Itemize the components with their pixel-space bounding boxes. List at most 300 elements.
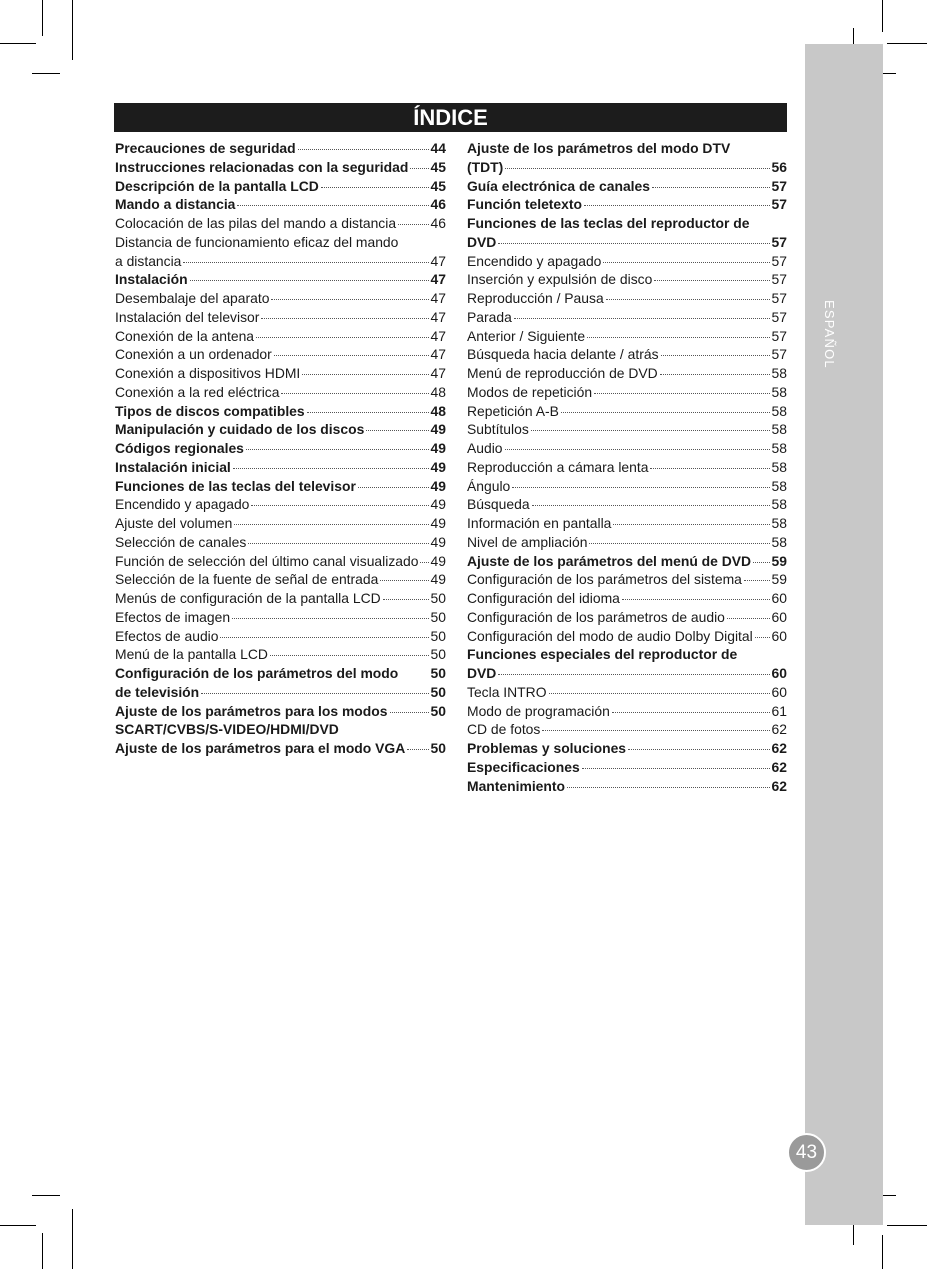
toc-entry-title: Subtítulos [467, 421, 529, 438]
toc-entry-line [115, 345, 446, 364]
dot-leader [274, 355, 429, 356]
toc-page-number: 50 [430, 665, 446, 681]
toc-entry-line [467, 627, 787, 646]
toc-entry-title: CD de fotos [467, 721, 541, 738]
dot-leader [661, 355, 770, 356]
toc-entry-title: Selección de la fuente de señal de entrada [115, 571, 379, 588]
toc-entry[interactable] [467, 645, 787, 683]
toc-entry[interactable] [467, 270, 787, 289]
toc-entry-line [467, 758, 787, 777]
toc-entry[interactable] [467, 345, 787, 364]
crop-mark [72, 1209, 73, 1269]
toc-entry[interactable] [467, 514, 787, 533]
toc-entry[interactable] [467, 683, 787, 702]
toc-entry-line [467, 720, 787, 739]
dot-leader [321, 187, 429, 188]
toc-page-number: 50 [430, 608, 446, 625]
toc-entry[interactable] [467, 420, 787, 439]
toc-page-number: 59 [771, 552, 787, 569]
toc-entry[interactable] [467, 533, 787, 552]
crop-mark [0, 1225, 36, 1226]
toc-page-number: 49 [430, 440, 446, 456]
dot-leader [567, 787, 770, 788]
toc-entry-line [115, 477, 446, 496]
dot-leader [603, 262, 769, 263]
toc-entry-title: Mantenimiento [467, 777, 566, 794]
toc-entry-title: Mando a distancia [115, 196, 236, 213]
dot-leader [587, 337, 769, 338]
toc-entry[interactable] [115, 270, 446, 289]
toc-entry-line [115, 720, 446, 739]
toc-page-number: 60 [771, 627, 787, 644]
dot-leader [420, 562, 428, 563]
toc-entry-line [467, 514, 787, 533]
crop-mark [32, 1195, 60, 1196]
toc-entry[interactable] [115, 458, 446, 477]
toc-entry-line [467, 233, 787, 252]
toc-entry[interactable] [115, 158, 446, 177]
toc-page-number: 58 [771, 533, 787, 550]
toc-entry[interactable] [115, 195, 446, 214]
toc-entry-title: Funciones especiales del reproductor de [467, 646, 738, 663]
toc-page-number: 49 [430, 533, 446, 550]
dot-leader [358, 487, 429, 488]
toc-page-number: 48 [430, 402, 446, 419]
toc-page-number: 57 [771, 252, 787, 269]
toc-entry-title: de televisión [115, 683, 200, 700]
toc-entry-line [115, 439, 446, 458]
toc-entry-line [115, 158, 446, 177]
toc-entry-line [467, 495, 787, 514]
dot-leader [302, 374, 428, 375]
toc-entry-title: Parada [467, 308, 512, 325]
toc-entry-title: Ajuste de los parámetros para el modo VGA [115, 740, 406, 756]
dot-leader [612, 712, 770, 713]
dot-leader [220, 637, 428, 638]
toc-entry[interactable] [115, 439, 446, 458]
toc-page-number: 59 [771, 571, 787, 588]
toc-entry-line [115, 252, 446, 271]
toc-page-number: 47 [430, 365, 446, 381]
crop-mark [42, 1233, 43, 1269]
toc-page-number: 60 [771, 608, 787, 625]
toc-entry[interactable] [115, 589, 446, 608]
toc-entry[interactable] [467, 308, 787, 327]
toc-entry[interactable] [115, 289, 446, 308]
toc-page-number: 46 [430, 215, 446, 231]
toc-page-number: 47 [430, 290, 446, 306]
toc-entry[interactable] [115, 420, 446, 439]
dot-leader [190, 280, 429, 281]
dot-leader [650, 468, 769, 469]
dot-leader [660, 374, 770, 375]
crop-mark [887, 1225, 927, 1226]
toc-entry-title: Función teletexto [467, 196, 582, 213]
toc-entry[interactable] [467, 758, 787, 777]
toc-entry-line [115, 308, 446, 327]
toc-page-number: 57 [771, 308, 787, 325]
dot-leader [505, 168, 769, 169]
toc-entry[interactable] [467, 702, 787, 721]
toc-entry-line [115, 552, 446, 571]
toc-entry-title: Instalación del televisor [115, 308, 260, 325]
index-title: ÍNDICE [114, 103, 787, 132]
toc-page-number: 58 [771, 477, 787, 494]
toc-entry-title: Configuración del modo de audio Dolby Digital [467, 627, 753, 644]
toc-entry[interactable] [467, 327, 787, 346]
toc-entry-line [115, 270, 446, 289]
toc-entry-line [467, 533, 787, 552]
toc-entry-line [467, 683, 787, 702]
toc-entry-title: Inserción y expulsión de disco [467, 271, 653, 288]
toc-entry[interactable] [467, 289, 787, 308]
toc-entry[interactable] [467, 364, 787, 383]
toc-entry[interactable] [467, 383, 787, 402]
dot-leader [261, 318, 428, 319]
toc-page-number: 45 [430, 177, 446, 194]
dot-leader [582, 768, 770, 769]
toc-entry[interactable] [115, 345, 446, 364]
dot-leader [542, 730, 769, 731]
toc-entry-title: Instrucciones relacionadas con la seguridad [115, 158, 409, 175]
crop-mark [32, 73, 60, 74]
crop-mark [42, 0, 43, 36]
toc-page-number: 50 [430, 627, 446, 644]
dot-leader [256, 337, 429, 338]
toc-page-number: 49 [430, 552, 446, 569]
toc-entry-title: Anterior / Siguiente [467, 327, 586, 344]
toc-entry[interactable] [115, 308, 446, 327]
dot-leader [628, 749, 770, 750]
toc-entry[interactable] [115, 720, 446, 739]
toc-entry[interactable] [115, 570, 446, 589]
toc-entry-title: Reproducción / Pausa [467, 290, 604, 306]
toc-entry-line [467, 402, 787, 421]
toc-page-number: 58 [771, 440, 787, 456]
toc-entry[interactable] [115, 533, 446, 552]
toc-page-number: 62 [771, 721, 787, 738]
dot-leader [505, 449, 770, 450]
toc-entry[interactable] [115, 664, 446, 702]
toc-entry-line [115, 327, 446, 346]
toc-page-number: 50 [430, 646, 446, 663]
toc-entry-line [115, 589, 446, 608]
toc-entry[interactable] [115, 402, 446, 421]
toc-entry[interactable] [467, 495, 787, 514]
toc-entry-line [467, 664, 787, 683]
toc-entry-title: a distancia [115, 252, 182, 269]
toc-page-number: 60 [771, 590, 787, 606]
toc-entry[interactable] [115, 233, 446, 271]
dot-leader [531, 430, 770, 431]
toc-entry[interactable] [115, 514, 446, 533]
toc-entry-line [467, 702, 787, 721]
toc-entry-title: Ajuste del volumen [115, 515, 233, 531]
toc-entry-line [467, 270, 787, 289]
dot-leader [380, 580, 428, 581]
toc-entry-title: Conexión a dispositivos HDMI [115, 365, 301, 381]
page-number-badge: 43 [787, 1133, 826, 1172]
toc-entry[interactable] [115, 627, 446, 646]
toc-page-number: 61 [771, 702, 787, 719]
toc-entry-title: Reproducción a cámara lenta [467, 458, 649, 475]
toc-page-number: 49 [430, 496, 446, 513]
toc-entry-line [467, 570, 787, 589]
toc-entry-title: DVD [467, 665, 497, 681]
toc-page-number: 58 [771, 496, 787, 513]
toc-entry[interactable] [467, 252, 787, 271]
toc-entry-title: Búsqueda hacia delante / atrás [467, 346, 659, 363]
toc-entry[interactable] [467, 552, 787, 571]
dot-leader [270, 655, 429, 656]
toc-entry-line [467, 364, 787, 383]
toc-entry[interactable] [115, 364, 446, 383]
toc-entry[interactable] [467, 720, 787, 739]
toc-entry-title: Conexión de la antena [115, 327, 255, 344]
toc-page-number: 49 [430, 571, 446, 588]
toc-entry-title: Códigos regionales [115, 440, 244, 456]
toc-entry-line [115, 533, 446, 552]
dot-leader [589, 543, 769, 544]
toc-entry-title: SCART/CVBS/S-VIDEO/HDMI/DVD [115, 721, 339, 738]
toc-page-number: 49 [430, 421, 446, 438]
dot-leader [233, 468, 429, 469]
toc-entry-title: Configuración de los parámetros del modo [115, 665, 399, 681]
toc-entry-title: Ajuste de los parámetros para los modos [115, 702, 388, 719]
toc-entry[interactable] [115, 645, 446, 664]
toc-page-number: 47 [430, 308, 446, 325]
toc-entry-title: Colocación de las pilas del mando a distancia [115, 215, 397, 231]
dot-leader [407, 749, 428, 750]
toc-entry-line [115, 702, 446, 721]
toc-entry-line [115, 195, 446, 214]
toc-page-number: 49 [430, 515, 446, 531]
dot-leader [366, 430, 428, 431]
toc-entry[interactable] [467, 458, 787, 477]
toc-entry[interactable] [115, 139, 446, 158]
toc-entry-title: Especificaciones [467, 758, 580, 775]
toc-entry-title: Conexión a la red eléctrica [115, 383, 280, 400]
toc-entry-title: Selección de canales [115, 533, 247, 550]
toc-entry-line [115, 383, 446, 402]
toc-entry[interactable] [467, 139, 787, 177]
toc-entry[interactable] [467, 627, 787, 646]
toc-entry-title: Modos de repetición [467, 383, 593, 400]
toc-entry[interactable] [467, 214, 787, 252]
toc-entry-line [115, 214, 446, 233]
toc-entry-title: Conexión a un ordenador [115, 346, 272, 363]
toc-entry-title: Menú de la pantalla LCD [115, 646, 268, 663]
dot-leader [622, 599, 770, 600]
dot-leader [410, 168, 428, 169]
toc-entry[interactable] [467, 439, 787, 458]
toc-entry[interactable] [115, 214, 446, 233]
toc-entry[interactable] [115, 383, 446, 402]
toc-page-number: 56 [771, 158, 787, 175]
toc-entry-line [115, 364, 446, 383]
dot-leader [549, 693, 770, 694]
toc-entry[interactable] [467, 739, 787, 758]
toc-entry-title: Efectos de audio [115, 627, 219, 644]
toc-entry[interactable] [115, 552, 446, 571]
language-side-tab [805, 44, 883, 1225]
toc-page-number: 58 [771, 458, 787, 475]
toc-page-number: 50 [430, 590, 446, 606]
toc-entry-title: Configuración de los parámetros de audio [467, 608, 725, 625]
toc-page-number: 57 [771, 327, 787, 344]
toc-page-number: 47 [430, 327, 446, 344]
toc-entry-line [467, 739, 787, 758]
toc-entry-title: Encendido y apagado [467, 252, 602, 269]
toc-entry-title: Menú de reproducción de DVD [467, 365, 658, 381]
toc-entry[interactable] [115, 702, 446, 721]
crop-mark [882, 1235, 883, 1269]
toc-entry-title: Información en pantalla [467, 515, 612, 531]
dot-leader [237, 205, 428, 206]
toc-page-number: 57 [771, 196, 787, 213]
dot-leader [606, 299, 770, 300]
dot-leader [201, 693, 428, 694]
toc-entry-line [115, 683, 446, 702]
toc-entry-title: Efectos de imagen [115, 608, 231, 625]
toc-entry-line [467, 327, 787, 346]
toc-entry-line [467, 383, 787, 402]
toc-entry-line [467, 552, 787, 571]
toc-entry-line [467, 608, 787, 627]
dot-leader [613, 524, 769, 525]
toc-page-number: 48 [430, 383, 446, 400]
toc-entry[interactable] [467, 177, 787, 196]
toc-page-number: 57 [771, 346, 787, 363]
toc-entry[interactable] [115, 739, 446, 758]
toc-entry[interactable] [467, 570, 787, 589]
toc-page-number: 57 [771, 233, 787, 250]
toc-entry[interactable] [467, 608, 787, 627]
toc-page-number: 62 [771, 758, 787, 775]
toc-entry-title: Desembalaje del aparato [115, 290, 270, 306]
dot-leader [498, 243, 769, 244]
toc-entry-line [115, 233, 446, 252]
toc-entry-line [467, 289, 787, 308]
toc-page-number: 47 [430, 271, 446, 288]
toc-entry-line [115, 177, 446, 196]
toc-entry-line [467, 589, 787, 608]
toc-entry-title: Tipos de discos compatibles [115, 402, 305, 419]
toc-entry-title: Ajuste de los parámetros del modo DTV [467, 140, 731, 156]
toc-page-number: 62 [771, 777, 787, 794]
toc-entry-title: Manipulación y cuidado de los discos [115, 421, 365, 438]
dot-leader [271, 299, 428, 300]
toc-page-number: 50 [430, 740, 446, 756]
crop-mark [882, 0, 883, 32]
toc-page-number: 47 [430, 252, 446, 269]
toc-entry-line [467, 345, 787, 364]
toc-entry[interactable] [115, 477, 446, 496]
toc-entry[interactable] [467, 477, 787, 496]
toc-entry-line [467, 645, 787, 664]
dot-leader [514, 318, 770, 319]
dot-leader [512, 487, 769, 488]
toc-entry-title: Repetición A-B [467, 402, 559, 419]
toc-entry[interactable] [115, 177, 446, 196]
toc-right-column [467, 139, 787, 795]
dot-leader [298, 149, 429, 150]
toc-page-number: 57 [771, 290, 787, 306]
dot-leader [246, 449, 429, 450]
toc-entry[interactable] [467, 777, 787, 796]
toc-entry-title: Búsqueda [467, 496, 530, 513]
dot-leader [281, 393, 428, 394]
toc-entry[interactable] [467, 589, 787, 608]
dot-leader [652, 187, 770, 188]
dot-leader [383, 599, 429, 600]
dot-leader [744, 580, 770, 581]
toc-page-number: 46 [430, 196, 446, 213]
toc-entry-title: Problemas y soluciones [467, 740, 627, 756]
toc-entry-line [115, 627, 446, 646]
toc-entry[interactable] [115, 495, 446, 514]
toc-entry-line [115, 139, 446, 158]
language-label: ESPAÑOL [822, 300, 837, 369]
dot-leader [307, 412, 429, 413]
toc-entry-line [115, 739, 446, 758]
toc-entry-title: Tecla INTRO [467, 683, 547, 700]
toc-entry-title: Precauciones de seguridad [115, 140, 296, 156]
toc-entry[interactable] [115, 608, 446, 627]
toc-entry-title: Nivel de ampliación [467, 533, 588, 550]
toc-entry-line [467, 439, 787, 458]
dot-leader [251, 505, 428, 506]
toc-page-number: 47 [430, 346, 446, 363]
toc-entry-line [467, 139, 787, 158]
toc-page-number: 58 [771, 365, 787, 381]
toc-entry-line [115, 608, 446, 627]
toc-page-number: 57 [771, 177, 787, 194]
toc-entry-line [115, 514, 446, 533]
dot-leader [183, 262, 428, 263]
toc-entry-line [115, 289, 446, 308]
toc-entry-line [115, 495, 446, 514]
toc-page-number: 62 [771, 740, 787, 756]
toc-entry[interactable] [467, 402, 787, 421]
toc-entry-title: Funciones de las teclas del reproductor de [467, 215, 750, 231]
dot-leader [561, 412, 770, 413]
toc-entry[interactable] [115, 327, 446, 346]
toc-entry-line [467, 214, 787, 233]
toc-entry-line [115, 420, 446, 439]
toc-entry-title: Función de selección del último canal visualizado [115, 552, 419, 569]
toc-entry-title: Guía electrónica de canales [467, 177, 650, 194]
dot-leader [654, 280, 769, 281]
toc-page-number: 58 [771, 515, 787, 531]
crop-mark [887, 43, 927, 44]
crop-mark [72, 0, 73, 60]
toc-entry-title: DVD [467, 233, 497, 250]
dot-leader [390, 712, 429, 713]
toc-page-number: 49 [430, 458, 446, 475]
toc-page-number: 57 [771, 271, 787, 288]
toc-entry-title: Instalación inicial [115, 458, 231, 475]
toc-entry-line [467, 177, 787, 196]
toc-entry[interactable] [467, 195, 787, 214]
toc-entry-title: Configuración del idioma [467, 590, 620, 606]
toc-entry-line [467, 158, 787, 177]
crop-mark [0, 43, 36, 44]
toc-entry-title: Encendido y apagado [115, 496, 250, 513]
dot-leader [532, 505, 770, 506]
toc-entry-title: Configuración de los parámetros del sistema [467, 571, 742, 588]
dot-leader [498, 674, 769, 675]
